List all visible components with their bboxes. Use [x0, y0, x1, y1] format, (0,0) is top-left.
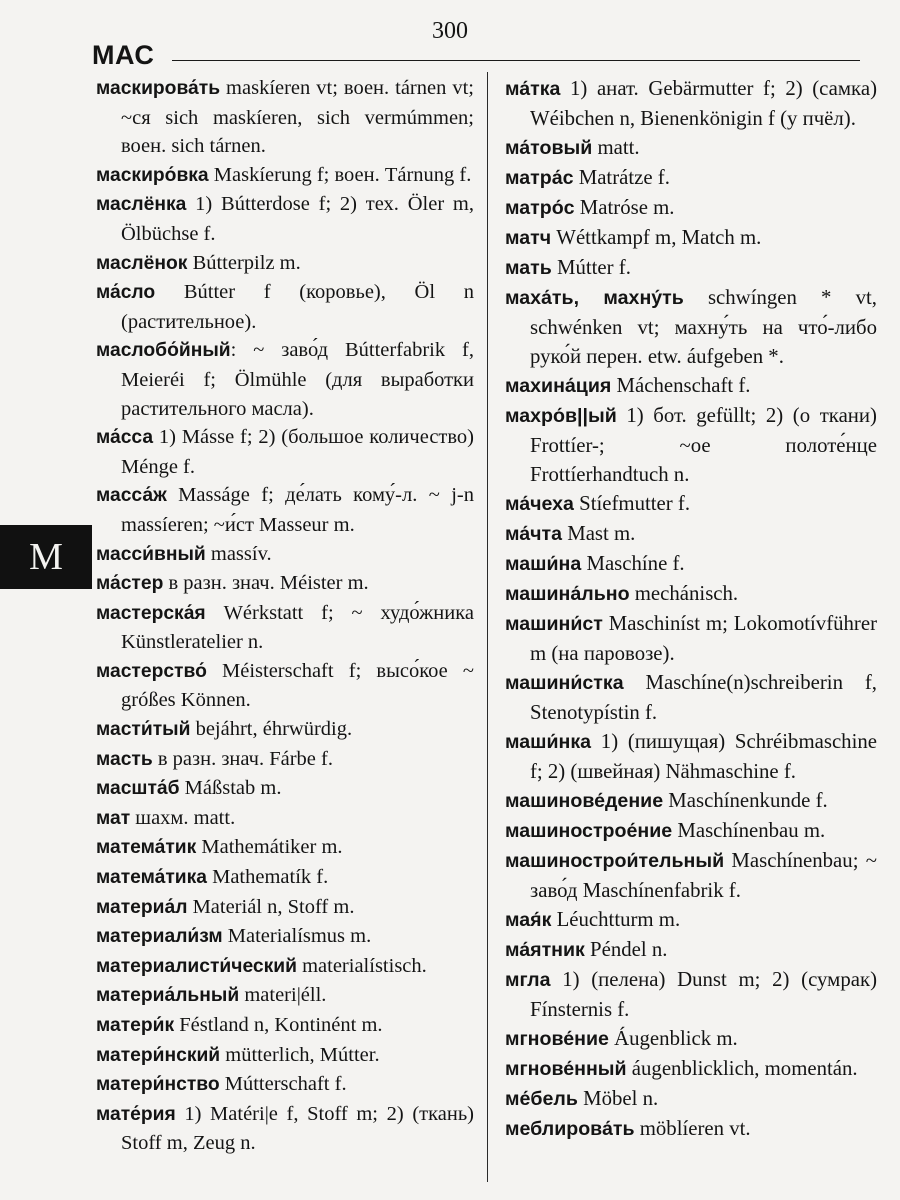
entry-headword: мгнове́ние	[505, 1028, 609, 1050]
entry-definition: Péndel n.	[584, 938, 668, 961]
entry-headword: масси́вный	[96, 543, 206, 565]
dictionary-entry	[96, 715, 474, 745]
entry-headword: матема́тика	[96, 867, 207, 889]
entry-definition: : ~ заво́д Bútterfabrik f, Meieréi f; Ölmühle (для выработки растительного масла).	[121, 339, 474, 420]
dictionary-entry	[505, 401, 877, 489]
entry-headword: маскирова́ть	[96, 78, 221, 99]
column-divider	[487, 72, 488, 1182]
entry-definition: Méisterschaft f; высо́кое ~ gróßes Können.	[121, 659, 474, 712]
right-column	[505, 74, 877, 1144]
entry-definition: Möbel n.	[577, 1087, 659, 1110]
entry-definition: Wéttkampf m, Match m.	[551, 226, 762, 249]
dictionary-entry	[505, 371, 877, 401]
entry-definition: 1) Bútterdose f; 2) тех. Öler m, Ölbüchse f.	[121, 193, 474, 245]
entry-definition: Maschínenbau; ~ заво́д Maschínenfabrik f.	[530, 849, 877, 902]
dictionary-entry	[505, 668, 877, 727]
entry-definition: Wérkstatt f; ~ худо́жника Künstleratelier n.	[121, 601, 474, 654]
dictionary-entry	[96, 540, 474, 570]
entry-definition: schwíngen * vt, schwénken vt; махну́ть на что́-либо руко́й перен. etw. áufgeben *.	[530, 286, 877, 368]
entry-definition: Mast m.	[562, 522, 636, 545]
entry-definition: Stíefmutter f.	[573, 492, 691, 515]
entry-headword: мать	[505, 257, 552, 279]
entry-definition: Maschínenbau m.	[672, 819, 826, 842]
entry-definition: Bútter f (коровье), Öl n (растительное).	[121, 281, 474, 333]
dictionary-entry	[505, 193, 877, 223]
dictionary-entry	[96, 952, 474, 982]
entry-headword: махро́в||ый	[505, 405, 617, 427]
dictionary-entry	[505, 1054, 877, 1084]
dictionary-entry	[505, 1084, 877, 1114]
dictionary-entry	[96, 922, 474, 952]
dictionary-entry	[96, 423, 474, 481]
entry-definition: maskíeren vt; воен. tárnen vt; ~ся sich maskíeren, sich vermúmmen; воен. sich tárnen.	[121, 77, 474, 158]
dictionary-entry	[96, 1011, 474, 1041]
entry-headword: мате́рия	[96, 1103, 176, 1125]
entry-headword: маслёнок	[96, 252, 188, 274]
entry-definition: matt.	[592, 136, 640, 159]
entry-headword: ма́сса	[96, 427, 154, 449]
entry-definition: massív.	[205, 542, 272, 565]
entry-definition: Maschiníst m; Lokomotívführer m (на паровозе).	[530, 612, 877, 665]
entry-definition: Matrátze f.	[573, 166, 670, 189]
entry-headword: ма́стер	[96, 573, 164, 595]
entry-definition: Materialísmus m.	[222, 925, 372, 948]
entry-headword: машини́ст	[505, 613, 603, 635]
dictionary-entry	[505, 163, 877, 193]
dictionary-entry	[96, 1100, 474, 1158]
dictionary-entry	[505, 579, 877, 609]
entry-definition: в разн. знач. Fárbe f.	[152, 747, 333, 770]
dictionary-entry	[505, 283, 877, 371]
entry-headword: маслёнка	[96, 194, 187, 216]
entry-definition: Maschínenkunde f.	[663, 789, 828, 812]
dictionary-entry	[96, 481, 474, 539]
dictionary-entry	[96, 745, 474, 775]
dictionary-entry	[96, 1041, 474, 1071]
entry-headword: махина́ция	[505, 375, 612, 397]
dictionary-entry	[96, 336, 474, 423]
entry-headword: материали́зм	[96, 926, 223, 948]
entry-headword: масть	[96, 748, 153, 770]
dictionary-entry	[96, 863, 474, 893]
entry-definition: Mathemátiker m.	[196, 836, 343, 859]
entry-definition: materi|éll.	[239, 984, 327, 1007]
dictionary-entry	[96, 893, 474, 923]
dictionary-entry	[96, 190, 474, 248]
entry-definition: áugenblicklich, momentán.	[626, 1057, 858, 1080]
entry-definition: Bútterpilz m.	[187, 251, 301, 274]
entry-headword: ма́ятник	[505, 939, 585, 961]
entry-headword: матро́с	[505, 197, 575, 219]
entry-definition: Mútterschaft f.	[219, 1073, 347, 1096]
dictionary-entry	[505, 905, 877, 935]
entry-headword: машина́льно	[505, 583, 630, 605]
dictionary-entry	[96, 774, 474, 804]
entry-definition: Maschíne(n)schreiberin f, Stenotypístin f.	[530, 671, 877, 724]
dictionary-entry	[96, 249, 474, 279]
dictionary-entry	[96, 278, 474, 336]
entry-definition: 1) анат. Gebärmutter f; 2) (самка) Wéibchen n, Bienenkönigin f (у пчёл).	[530, 77, 877, 130]
entry-headword: матема́тик	[96, 837, 197, 859]
dictionary-entry	[505, 74, 877, 133]
dictionary-entry	[505, 846, 877, 905]
entry-headword: масти́тый	[96, 719, 191, 741]
entry-definition: Féstland n, Kontinént m.	[174, 1014, 383, 1036]
dictionary-entry	[505, 935, 877, 965]
dictionary-entry	[96, 569, 474, 599]
dictionary-entry	[505, 223, 877, 253]
entry-definition: Máchenschaft f.	[611, 374, 751, 397]
dictionary-entry	[96, 833, 474, 863]
entry-headword: маха́ть, махну́ть	[505, 287, 684, 309]
dictionary-entry	[505, 965, 877, 1024]
dictionary-entry	[505, 133, 877, 163]
entry-headword: мат	[96, 807, 131, 829]
entry-definition: 1) (пелена) Dunst m; 2) (сумрак) Fínsternis f.	[530, 968, 877, 1021]
entry-headword: мгнове́нный	[505, 1058, 627, 1080]
dictionary-entry	[505, 786, 877, 816]
entry-headword: материа́льный	[96, 985, 240, 1007]
dictionary-entry	[96, 657, 474, 715]
entry-definition: в разн. знач. Méister m.	[163, 572, 369, 595]
left-column	[96, 74, 474, 1158]
running-head: МАС	[92, 40, 155, 70]
entry-definition: Mútter f.	[551, 256, 631, 279]
dictionary-entry	[505, 1024, 877, 1054]
entry-definition: 1) (пишущая) Schréibmaschine f; 2) (швейная) Nähmaschine f.	[530, 730, 877, 783]
dictionary-entry	[505, 489, 877, 519]
entry-definition: 1) Másse f; 2) (большое количество) Ménge f.	[121, 426, 474, 478]
entry-definition: 1) Matéri|e f, Stoff m; 2) (ткань) Stoff m, Zeug n.	[121, 1102, 474, 1155]
entry-headword: маслобо́йный	[96, 340, 231, 362]
dictionary-entry	[505, 253, 877, 283]
entry-definition: bejáhrt, éhrwürdig.	[190, 718, 353, 741]
entry-headword: меблирова́ть	[505, 1118, 635, 1140]
dictionary-entry	[96, 804, 474, 834]
page-number: 300	[432, 18, 468, 44]
entry-headword: матра́с	[505, 167, 574, 189]
dictionary-entry	[505, 727, 877, 786]
entry-headword: масса́ж	[96, 485, 167, 507]
entry-headword: материалисти́ческий	[96, 955, 297, 977]
entry-headword: машини́стка	[505, 672, 624, 694]
entry-definition: Materiál n, Stoff m.	[187, 895, 355, 918]
entry-definition: materialístisch.	[296, 954, 427, 977]
entry-headword: ме́бель	[505, 1088, 578, 1110]
thumb-index-tab	[0, 525, 92, 589]
entry-definition: Matróse m.	[574, 196, 675, 219]
entry-headword: маши́на	[505, 553, 582, 575]
entry-headword: матери́к	[96, 1015, 175, 1036]
dictionary-entry	[505, 549, 877, 579]
entry-definition: Maschíne f.	[581, 552, 685, 575]
entry-headword: ма́сло	[96, 282, 156, 304]
entry-definition: mütterlich, Mútter.	[220, 1043, 380, 1066]
entry-definition: 1) бот. gefüllt; 2) (о ткани) Frottíer-; ~ое полоте́нце Frottíerhandtuch n.	[530, 404, 877, 486]
entry-headword: матери́нский	[96, 1044, 221, 1066]
entry-headword: мастерство́	[96, 660, 207, 682]
entry-definition: Maskíerung f; воен. Tárnung f.	[208, 163, 472, 186]
entry-headword: ма́товый	[505, 137, 593, 159]
entry-headword: маскиро́вка	[96, 164, 209, 186]
dictionary-entry	[505, 1114, 877, 1144]
dictionary-entry	[96, 161, 474, 191]
entry-headword: ма́чеха	[505, 493, 574, 515]
entry-headword: машинострое́ние	[505, 820, 673, 842]
entry-headword: масшта́б	[96, 778, 180, 800]
entry-definition: Máßstab m.	[179, 777, 282, 800]
entry-headword: матч	[505, 227, 552, 249]
entry-headword: ма́чта	[505, 523, 563, 545]
dictionary-entry	[96, 981, 474, 1011]
entry-headword: мастерска́я	[96, 602, 206, 624]
entry-definition: Masságe f; де́лать кому́-л. ~ j-n massíeren; ~и́ст Masseur m.	[121, 484, 474, 536]
entry-headword: мгла	[505, 969, 551, 991]
entry-definition: шахм. matt.	[130, 806, 236, 829]
entry-headword: машинострои́тельный	[505, 850, 725, 872]
entry-headword: материа́л	[96, 896, 188, 918]
dictionary-entry	[505, 609, 877, 668]
entry-definition: möblíeren vt.	[634, 1117, 751, 1140]
thumb-index-letter: M	[29, 536, 63, 578]
header-rule	[172, 60, 860, 61]
dictionary-entry	[96, 1070, 474, 1100]
entry-headword: маши́нка	[505, 731, 592, 753]
entry-definition: mechánisch.	[629, 582, 739, 605]
entry-definition: Áugenblick m.	[608, 1027, 738, 1050]
entry-headword: машинове́дение	[505, 790, 664, 812]
entry-headword: матери́нство	[96, 1074, 220, 1096]
entry-definition: Mathematík f.	[206, 866, 329, 889]
dictionary-entry	[96, 599, 474, 657]
dictionary-entry	[96, 74, 474, 161]
dictionary-entry	[505, 816, 877, 846]
dictionary-entry	[505, 519, 877, 549]
entry-headword: мая́к	[505, 909, 552, 931]
entry-headword: ма́тка	[505, 78, 561, 100]
entry-definition: Léuchtturm m.	[551, 908, 681, 931]
